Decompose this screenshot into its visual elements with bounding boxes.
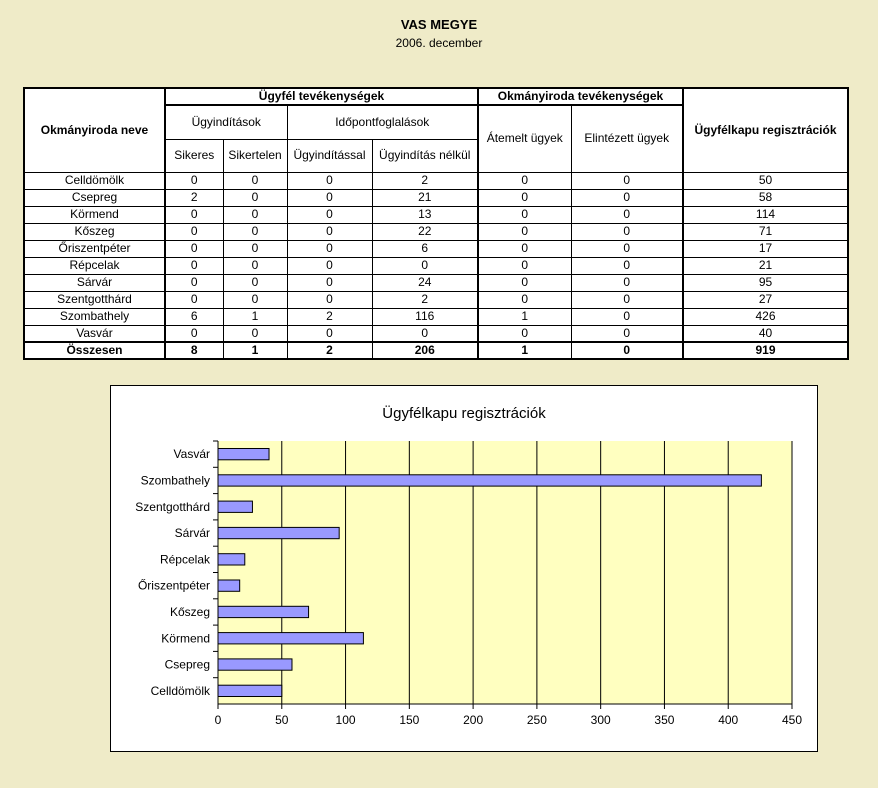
value-cell: 0 (478, 325, 571, 342)
value-cell: 0 (571, 308, 683, 325)
bar (218, 448, 269, 459)
value-cell: 0 (478, 257, 571, 274)
value-cell: 95 (683, 274, 848, 291)
value-cell: 0 (571, 223, 683, 240)
value-cell: 0 (223, 257, 287, 274)
value-cell: 0 (287, 172, 372, 189)
x-tick-label: 450 (781, 713, 803, 727)
value-cell: 2 (287, 342, 372, 359)
value-cell: 0 (571, 172, 683, 189)
office-name-cell: Kőszeg (24, 223, 165, 240)
x-tick-label: 350 (654, 713, 675, 727)
value-cell: 0 (223, 274, 287, 291)
value-cell: 0 (372, 325, 478, 342)
value-cell: 0 (223, 172, 287, 189)
bar (218, 633, 363, 644)
value-cell: 1 (223, 308, 287, 325)
bar (218, 527, 339, 538)
office-name-cell: Vasvár (24, 325, 165, 342)
value-cell: 0 (287, 189, 372, 206)
value-cell: 0 (223, 206, 287, 223)
table-row (24, 172, 848, 189)
value-cell: 27 (683, 291, 848, 308)
value-cell: 0 (287, 291, 372, 308)
value-cell: 0 (165, 223, 223, 240)
value-cell: 0 (287, 223, 372, 240)
header-client-activities: Ügyfél tevékenységek (165, 88, 478, 105)
value-cell: 114 (683, 206, 848, 223)
x-tick-label: 200 (463, 713, 484, 727)
value-cell: 0 (571, 189, 683, 206)
value-cell: 0 (571, 240, 683, 257)
y-category-label: Szombathely (140, 473, 210, 488)
x-tick-label: 100 (335, 713, 356, 727)
value-cell: 0 (478, 274, 571, 291)
table-row (24, 189, 848, 206)
office-name-cell: Sárvár (24, 274, 165, 291)
header-transferred: Átemelt ügyek (478, 105, 571, 172)
value-cell: 0 (287, 274, 372, 291)
value-cell: 0 (287, 325, 372, 342)
total-row (24, 342, 848, 359)
table-row (24, 308, 848, 325)
chart-title: Ügyfélkapu regisztrációk (382, 405, 546, 422)
header-with-init: Ügyindítással (287, 139, 372, 172)
office-name-cell: Csepreg (24, 189, 165, 206)
chart-container (110, 385, 818, 752)
value-cell: 58 (683, 189, 848, 206)
x-tick-label: 0 (214, 713, 222, 727)
value-cell: 919 (683, 342, 848, 359)
header-without-init: Ügyindítás nélkül (372, 139, 478, 172)
y-category-label: Szentgotthárd (135, 499, 210, 514)
value-cell: 2 (372, 172, 478, 189)
value-cell: 426 (683, 308, 848, 325)
header-office-activities: Okmányiroda tevékenységek (478, 88, 683, 105)
x-tick-label: 400 (718, 713, 739, 727)
value-cell: 0 (571, 291, 683, 308)
value-cell: 1 (223, 342, 287, 359)
value-cell: 71 (683, 223, 848, 240)
office-name-cell: Összesen (24, 342, 165, 359)
y-category-label: Csepreg (164, 657, 210, 672)
value-cell: 17 (683, 240, 848, 257)
bar (218, 501, 252, 512)
x-tick-label: 150 (399, 713, 420, 727)
value-cell: 0 (478, 172, 571, 189)
value-cell: 0 (478, 189, 571, 206)
table-row (24, 206, 848, 223)
value-cell: 0 (165, 172, 223, 189)
value-cell: 2 (372, 291, 478, 308)
value-cell: 0 (165, 325, 223, 342)
value-cell: 0 (165, 240, 223, 257)
value-cell: 13 (372, 206, 478, 223)
value-cell: 116 (372, 308, 478, 325)
page-title: VAS MEGYE (400, 17, 478, 32)
table-row (24, 223, 848, 240)
header-completed: Elintézett ügyek (571, 105, 683, 172)
bar (218, 580, 240, 591)
value-cell: 0 (571, 274, 683, 291)
page-subtitle: 2006. december (395, 36, 483, 50)
value-cell: 0 (478, 291, 571, 308)
table-row (24, 274, 848, 291)
office-name-cell: Szentgotthárd (24, 291, 165, 308)
value-cell: 6 (372, 240, 478, 257)
office-name-cell: Celldömölk (24, 172, 165, 189)
header-success: Sikeres (165, 139, 223, 172)
header-initiations: Ügyindítások (165, 105, 287, 139)
value-cell: 2 (287, 308, 372, 325)
value-cell: 0 (571, 257, 683, 274)
value-cell: 0 (165, 206, 223, 223)
header-office-name: Okmányiroda neve (24, 88, 165, 172)
office-name-cell: Szombathely (24, 308, 165, 325)
value-cell: 0 (287, 206, 372, 223)
table-row (24, 240, 848, 257)
value-cell: 1 (478, 342, 571, 359)
table-row (24, 291, 848, 308)
y-category-label: Sárvár (174, 526, 210, 541)
value-cell: 0 (287, 240, 372, 257)
value-cell: 8 (165, 342, 223, 359)
value-cell: 0 (287, 257, 372, 274)
header-portal-registrations: Ügyfélkapu regisztrációk (683, 88, 848, 172)
value-cell: 0 (223, 325, 287, 342)
bar (218, 659, 292, 670)
value-cell: 0 (372, 257, 478, 274)
value-cell: 21 (372, 189, 478, 206)
y-category-label: Őriszentpéter (137, 578, 210, 593)
value-cell: 22 (372, 223, 478, 240)
table-row (24, 257, 848, 274)
x-tick-label: 50 (275, 713, 289, 727)
y-category-label: Vasvár (173, 447, 210, 462)
value-cell: 0 (223, 223, 287, 240)
value-cell: 0 (223, 240, 287, 257)
value-cell: 21 (683, 257, 848, 274)
value-cell: 0 (223, 291, 287, 308)
bar (218, 554, 245, 565)
value-cell: 40 (683, 325, 848, 342)
value-cell: 50 (683, 172, 848, 189)
office-name-cell: Répcelak (24, 257, 165, 274)
value-cell: 0 (223, 189, 287, 206)
value-cell: 0 (165, 291, 223, 308)
data-table (23, 87, 849, 360)
y-category-label: Körmend (161, 631, 210, 646)
y-category-label: Répcelak (159, 552, 210, 567)
header-appointments: Időpontfoglalások (287, 105, 478, 139)
value-cell: 6 (165, 308, 223, 325)
value-cell: 0 (478, 223, 571, 240)
bar (218, 606, 309, 617)
bar-chart (111, 386, 817, 751)
value-cell: 0 (165, 257, 223, 274)
value-cell: 0 (571, 325, 683, 342)
value-cell: 0 (571, 206, 683, 223)
value-cell: 206 (372, 342, 478, 359)
x-tick-label: 250 (526, 713, 547, 727)
y-category-label: Celldömölk (150, 683, 210, 698)
header-fail: Sikertelen (223, 139, 287, 172)
value-cell: 1 (478, 308, 571, 325)
value-cell: 2 (165, 189, 223, 206)
office-name-cell: Őriszentpéter (24, 240, 165, 257)
bar (218, 475, 761, 486)
table-row (24, 325, 848, 342)
office-name-cell: Körmend (24, 206, 165, 223)
value-cell: 0 (571, 342, 683, 359)
value-cell: 0 (165, 274, 223, 291)
value-cell: 0 (478, 240, 571, 257)
y-category-label: Kőszeg (169, 604, 210, 619)
value-cell: 24 (372, 274, 478, 291)
x-tick-label: 300 (590, 713, 611, 727)
bar (218, 685, 282, 696)
value-cell: 0 (478, 206, 571, 223)
